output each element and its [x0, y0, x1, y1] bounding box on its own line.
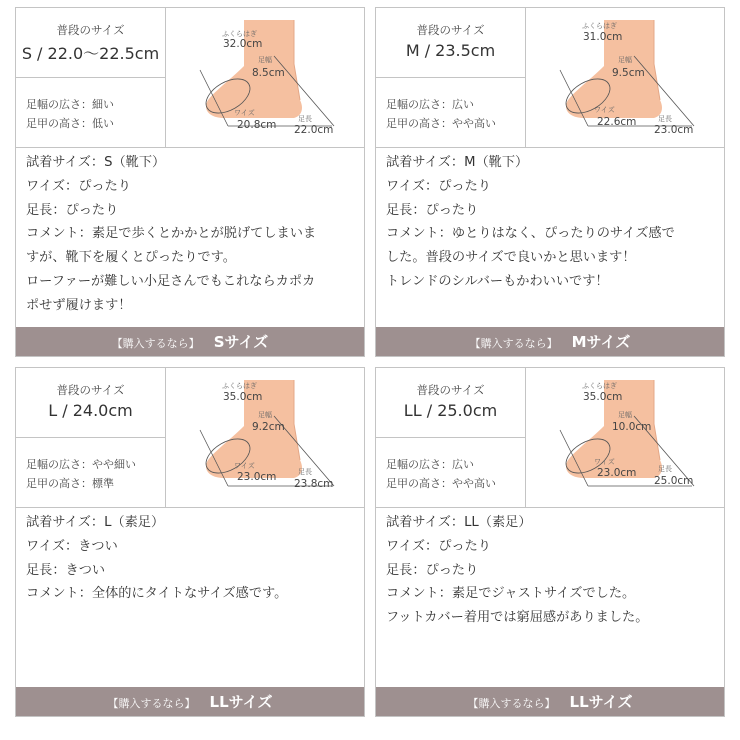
- fit-info-box: [16, 78, 165, 147]
- wise-value: 22.6cm: [597, 116, 637, 128]
- calf-value: 35.0cm: [223, 391, 263, 403]
- wise-value: 23.0cm: [237, 471, 277, 483]
- size-info: [16, 368, 166, 507]
- instep-height-text: 足甲の高さ：標準: [26, 477, 114, 490]
- buy-size: LLサイズ: [209, 693, 273, 711]
- review-line: ワイズ：ぴったり: [386, 538, 491, 554]
- fit-info-box: [376, 78, 525, 147]
- ankle-value: 8.5cm: [252, 67, 285, 79]
- ankle-label: 足幅: [618, 411, 632, 419]
- foot-width-text: 足幅の広さ：広い: [386, 458, 474, 471]
- usual-size-value: S / 22.0〜22.5cm: [21, 44, 160, 63]
- foot-width-text: 足幅の広さ：広い: [386, 98, 474, 111]
- size-card-l: [15, 367, 365, 717]
- review-line: した。普段のサイズで良いかと思います！: [386, 250, 636, 266]
- ankle-value: 9.2cm: [252, 421, 285, 433]
- card-header: [16, 8, 364, 148]
- size-info: [376, 368, 526, 507]
- buy-size: Mサイズ: [571, 333, 631, 351]
- instep-height-text: 足甲の高さ：やや高い: [386, 477, 496, 490]
- buy-recommendation-bar[interactable]: [16, 687, 364, 716]
- review-line: 足長：きつい: [26, 562, 106, 578]
- ankle-label: 足幅: [258, 56, 272, 64]
- review-text: [386, 511, 721, 630]
- buy-prefix: 【購入するなら】: [467, 697, 556, 710]
- review-text: [26, 151, 361, 318]
- usual-size-value: L / 24.0cm: [48, 401, 133, 420]
- fit-info-box: [16, 438, 165, 507]
- review-line: 試着サイズ：M（靴下）: [386, 155, 529, 170]
- buy-recommendation-bar[interactable]: [376, 327, 724, 356]
- buy-size: LLサイズ: [569, 693, 633, 711]
- calf-label: ふくらはぎ: [582, 382, 617, 390]
- review-line: ポせず履けます！: [26, 297, 132, 313]
- review-line: トレンドのシルバーもかわいいです！: [386, 273, 609, 289]
- foot-illustration: [166, 8, 364, 147]
- size-card-s: [15, 7, 365, 357]
- length-label: 足長: [658, 465, 672, 473]
- calf-label: ふくらはぎ: [222, 30, 257, 38]
- review-line: 試着サイズ：LL（素足）: [386, 515, 532, 530]
- buy-recommendation-bar[interactable]: [16, 327, 364, 356]
- ankle-label: 足幅: [618, 56, 632, 64]
- usual-size-box: [16, 368, 165, 438]
- size-card-ll: [375, 367, 725, 717]
- length-value: 22.0cm: [294, 124, 334, 136]
- wise-value: 23.0cm: [597, 467, 637, 479]
- instep-height-text: 足甲の高さ：やや高い: [386, 117, 496, 130]
- length-value: 25.0cm: [654, 475, 694, 487]
- foot-width-text: 足幅の広さ：やや細い: [26, 458, 136, 471]
- usual-size-value: LL / 25.0cm: [403, 401, 498, 420]
- card-header: [376, 368, 724, 508]
- review-line: ローファーが難しい小足さんでもこれならカポカ: [26, 273, 316, 289]
- ankle-value: 10.0cm: [612, 421, 652, 433]
- usual-size-box: [16, 8, 165, 78]
- foot-icon: [166, 368, 364, 507]
- review-line: コメント：全体的にタイトなサイズ感です。: [26, 586, 288, 602]
- length-label: 足長: [298, 115, 312, 123]
- wise-label: ワイズ: [234, 109, 255, 117]
- calf-value: 35.0cm: [583, 391, 623, 403]
- usual-size-label: 普段のサイズ: [416, 23, 485, 37]
- calf-label: ふくらはぎ: [582, 22, 617, 30]
- review-line: ワイズ：きつい: [26, 538, 118, 554]
- buy-size: Sサイズ: [213, 333, 269, 351]
- wise-value: 20.8cm: [237, 119, 277, 131]
- usual-size-box: [376, 368, 525, 438]
- length-label: 足長: [298, 468, 312, 476]
- review-line: 足長：ぴったり: [386, 202, 479, 218]
- foot-illustration: [166, 368, 364, 507]
- length-label: 足長: [658, 115, 672, 123]
- foot-illustration: [526, 8, 724, 147]
- usual-size-label: 普段のサイズ: [416, 383, 485, 397]
- review-line: コメント：素足でジャストサイズでした。: [386, 586, 636, 602]
- usual-size-label: 普段のサイズ: [56, 383, 125, 397]
- usual-size-box: [376, 8, 525, 78]
- calf-value: 31.0cm: [583, 31, 623, 43]
- size-info: [376, 8, 526, 147]
- buy-prefix: 【購入するなら】: [107, 697, 196, 710]
- fit-info-box: [376, 438, 525, 507]
- review-line: ワイズ：ぴったり: [386, 178, 491, 194]
- review-text: [26, 511, 361, 606]
- review-line: フットカバー着用では窮屈感がありました。: [386, 610, 649, 626]
- instep-height-text: 足甲の高さ：低い: [26, 117, 114, 130]
- calf-label: ふくらはぎ: [222, 382, 257, 390]
- buy-prefix: 【購入するなら】: [469, 337, 558, 350]
- length-value: 23.8cm: [294, 478, 334, 490]
- buy-prefix: 【購入するなら】: [111, 337, 200, 350]
- usual-size-label: 普段のサイズ: [56, 23, 125, 37]
- review-line: ワイズ：ぴったり: [26, 178, 131, 194]
- card-header: [16, 368, 364, 508]
- review-text: [386, 151, 721, 294]
- review-line: すが、靴下を履くとぴったりです。: [26, 250, 236, 266]
- calf-value: 32.0cm: [223, 38, 263, 50]
- wise-label: ワイズ: [234, 462, 255, 470]
- wise-label: ワイズ: [594, 458, 615, 466]
- review-line: 足長：ぴったり: [386, 562, 479, 578]
- size-info: [16, 8, 166, 147]
- foot-width-text: 足幅の広さ：細い: [26, 98, 114, 111]
- review-line: 試着サイズ：L（素足）: [26, 515, 165, 530]
- buy-recommendation-bar[interactable]: [376, 687, 724, 716]
- size-card-m: [375, 7, 725, 357]
- foot-illustration: [526, 368, 724, 507]
- wise-label: ワイズ: [594, 106, 615, 114]
- review-line: 試着サイズ：S（靴下）: [26, 155, 166, 170]
- card-header: [376, 8, 724, 148]
- review-line: コメント：ゆとりはなく、ぴったりのサイズ感で: [386, 226, 675, 242]
- foot-icon: [526, 368, 724, 507]
- review-line: コメント：素足で歩くとかかとが脱げてしまいま: [26, 226, 317, 242]
- ankle-value: 9.5cm: [612, 67, 645, 79]
- usual-size-value: M / 23.5cm: [405, 41, 496, 60]
- ankle-label: 足幅: [258, 411, 272, 419]
- length-value: 23.0cm: [654, 124, 694, 136]
- review-line: 足長：ぴったり: [26, 202, 119, 218]
